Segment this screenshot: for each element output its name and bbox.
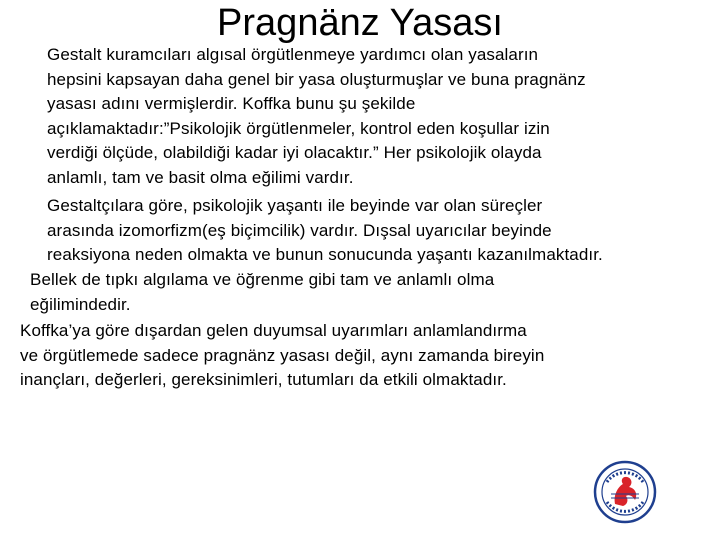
paragraph-memory: Bellek de tıpkı algılama ve öğrenme gibi tam ve anlamlı olma eğilimindedir. (30, 270, 495, 314)
university-seal-icon (593, 460, 657, 524)
slide-title: Pragnänz Yasası (217, 2, 503, 44)
paragraph-pragnanz-definition: Gestalt kuramcıları algısal örgütlenmeye yardımcı olan yasaların hepsini kapsayan daha genel bir yasa oluşturmuşlar ve buna pragnänz yasası adını vermişlerdir. Koffka bunu şu şekilde açıklamaktadır:”Psikolojik örgütlenmeler, kontrol eden koşullar izin verdiği ölçüde, olabildiği kadar iyi olacaktır.” Her psikolojik olayda anlamlı, tam ve basit olma eğilimi vardır. (47, 45, 586, 187)
paragraph-koffka: Koffka’ya göre dışardan gelen duyumsal uyarımları anlamlandırma ve örgütlemede sadece pragnänz yasası değil, aynı zamanda bireyin inançları, değerleri, gereksinimleri, tutumları da etkili olmaktadır. (20, 321, 545, 390)
paragraph-isomorphism: Gestaltçılara göre, psikolojik yaşantı ile beyinde var olan süreçler arasında izomorfizm(eş biçimcilik) vardır. Dışsal uyarıcılar beyinde reaksiyona neden olmakta ve bunun sonucunda yaşantı kazanılmaktadır. (47, 196, 603, 265)
